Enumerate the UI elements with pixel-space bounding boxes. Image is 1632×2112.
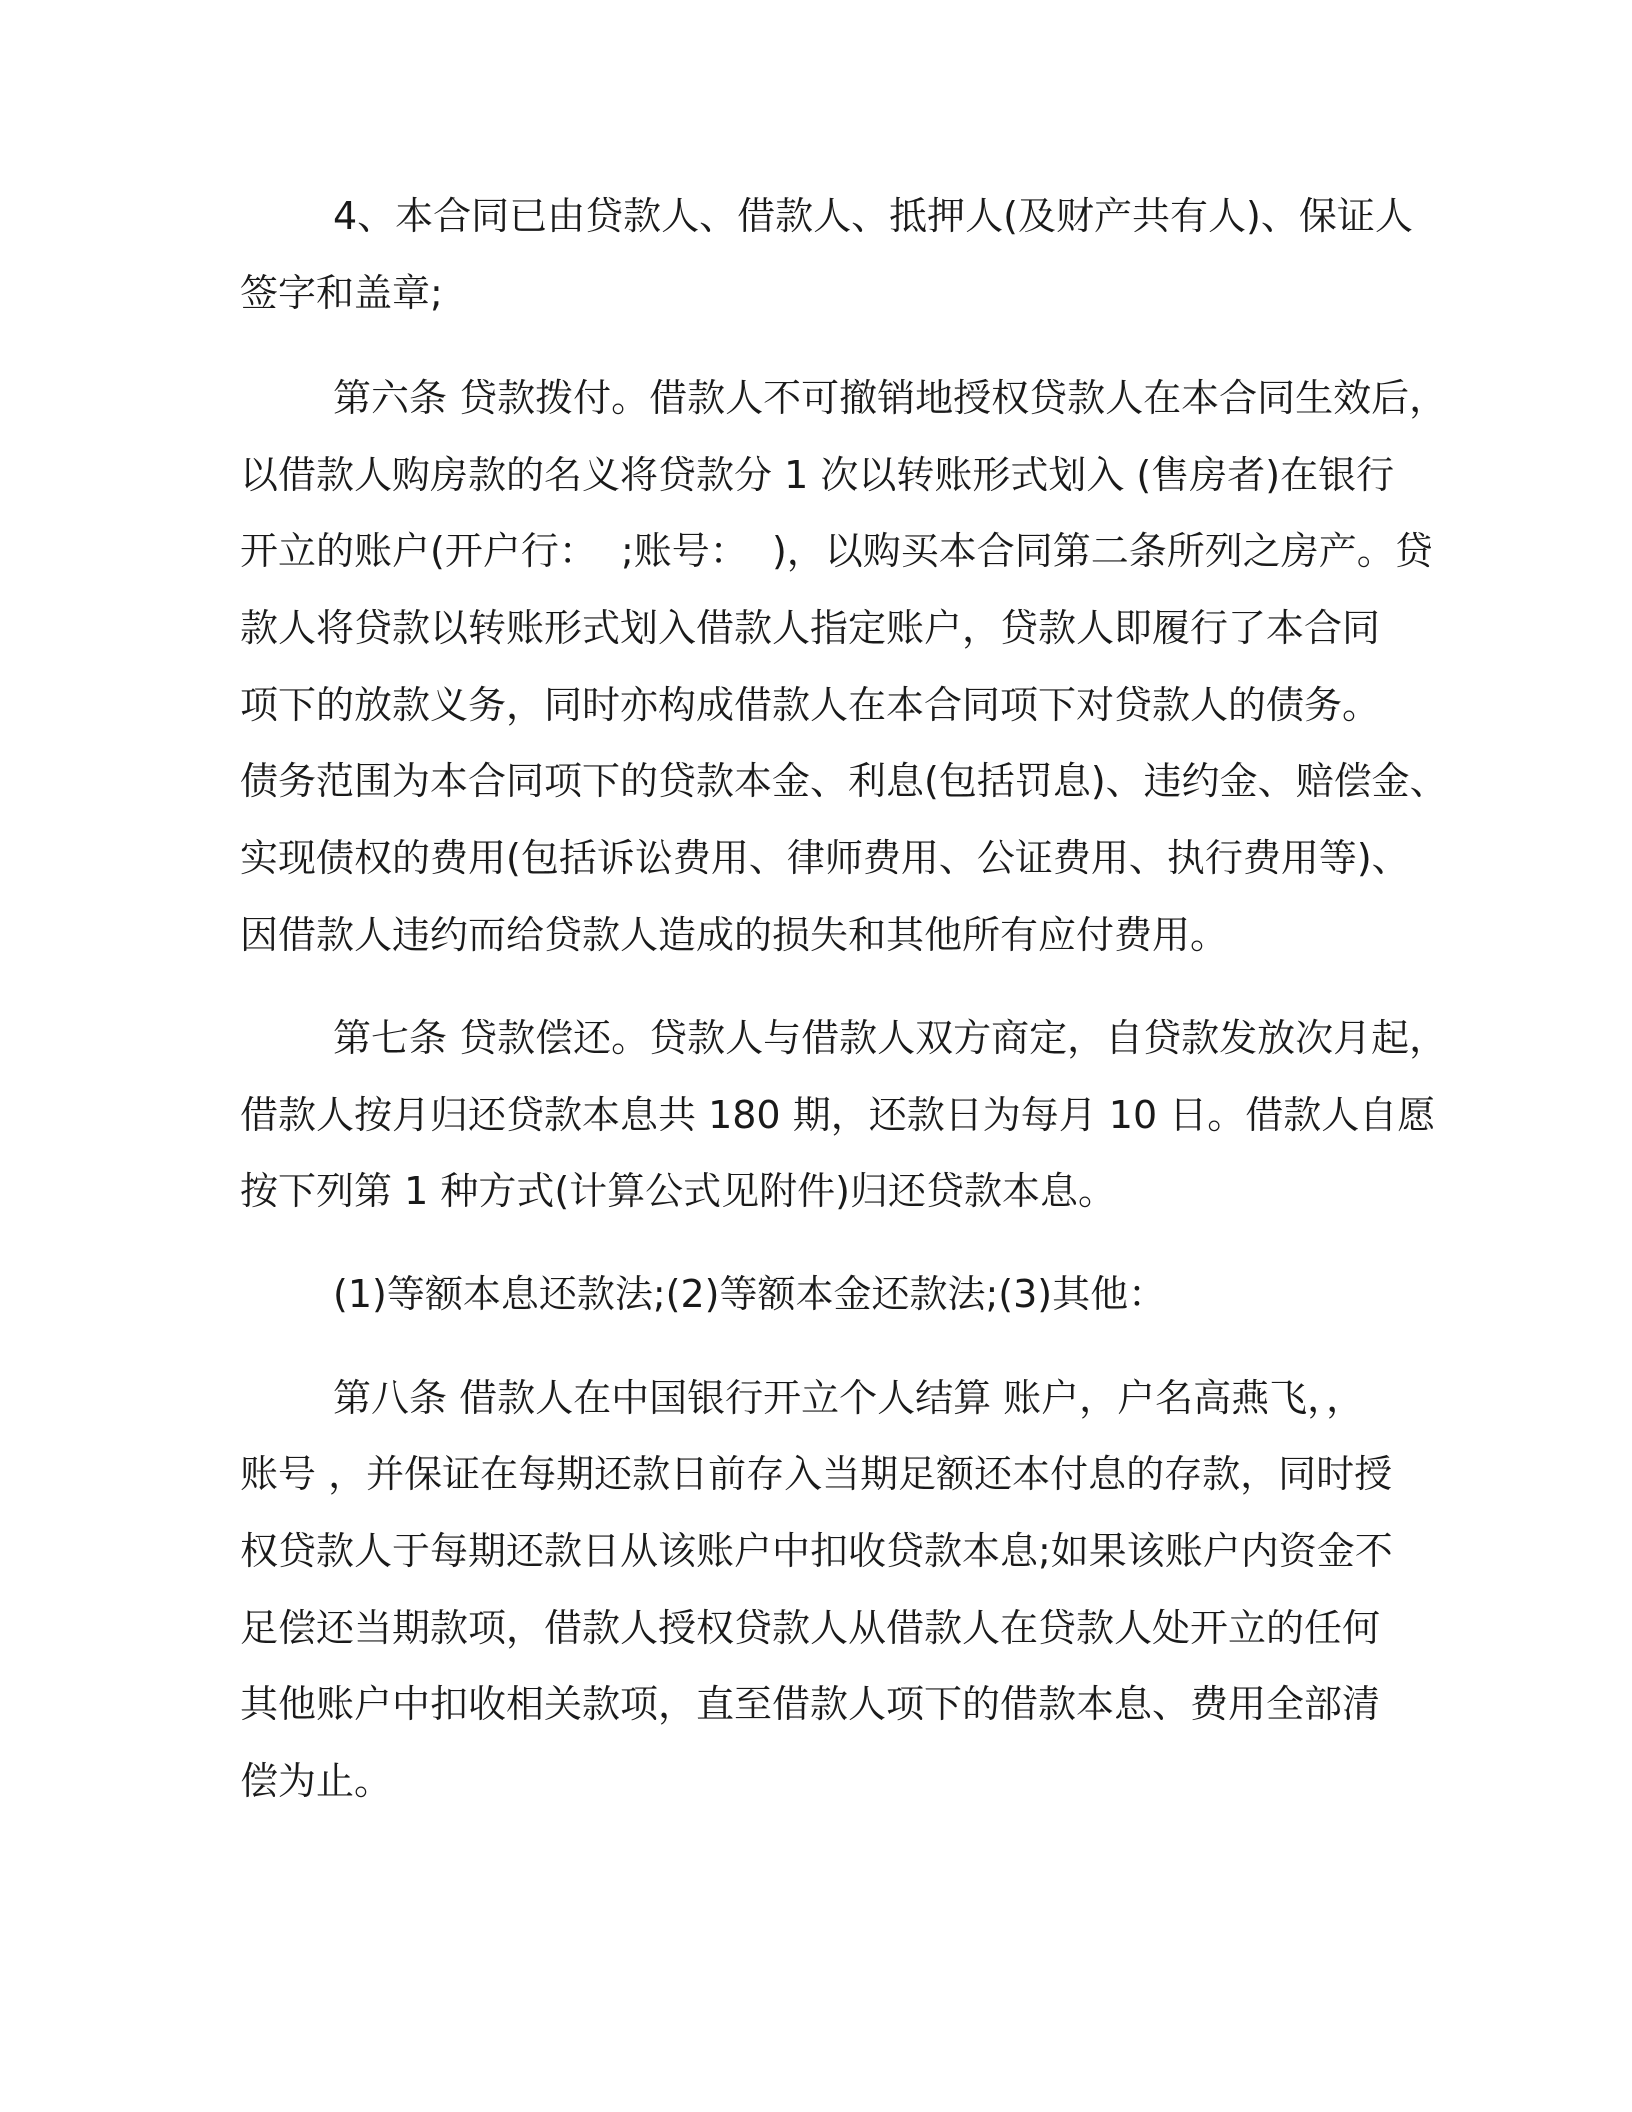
- clause-4-line-1: 4、本合同已由贷款人、借款人、抵押人(及财产共有人)、保证人: [333, 194, 1413, 238]
- article-6-line-3: 开立的账户(开户行： ;账号： )，以购买本合同第二条所列之房产。贷: [240, 529, 1433, 573]
- article-8-line-5: 其他账户中扣收相关款项，直至借款人项下的借款本息、费用全部清: [240, 1682, 1381, 1726]
- article-7-line-1: 第七条 贷款偿还。贷款人与借款人双方商定，自贷款发放次月起，: [333, 1016, 1448, 1060]
- article-8-line-4: 足偿还当期款项，借款人授权贷款人从借款人在贷款人处开立的任何: [240, 1606, 1381, 1650]
- article-8-line-3: 权贷款人于每期还款日从该账户中扣收贷款本息;如果该账户内资金不: [240, 1529, 1393, 1573]
- article-8-line-1: 第八条 借款人在中国银行开立个人结算 账户，户名高燕飞，，: [333, 1376, 1365, 1420]
- article-6-line-6: 债务范围为本合同项下的贷款本金、利息(包括罚息)、违约金、赔偿金、: [240, 759, 1448, 803]
- repayment-methods-line: (1)等额本息还款法;(2)等额本金还款法;(3)其他：: [333, 1272, 1167, 1316]
- article-8-line-2: 账号 ，并保证在每期还款日前存入当期足额还本付息的存款，同时授: [240, 1452, 1393, 1496]
- clause-4-line-2: 签字和盖章;: [240, 271, 443, 315]
- article-7-line-2: 借款人按月归还贷款本息共 180 期，还款日为每月 10 日。借款人自愿: [240, 1093, 1436, 1137]
- article-8-line-6: 偿为止。: [240, 1759, 393, 1803]
- article-6-line-2: 以借款人购房款的名义将贷款分 1 次以转账形式划入 (售房者)在银行: [240, 453, 1395, 497]
- article-6-line-4: 款人将贷款以转账形式划入借款人指定账户，贷款人即履行了本合同: [240, 606, 1381, 650]
- article-6-line-5: 项下的放款义务，同时亦构成借款人在本合同项下对贷款人的债务。: [240, 683, 1381, 727]
- article-7-line-3: 按下列第 1 种方式(计算公式见附件)归还贷款本息。: [240, 1169, 1116, 1213]
- article-6-line-8: 因借款人违约而给贷款人造成的损失和其他所有应付费用。: [240, 913, 1229, 957]
- article-6-line-1: 第六条 贷款拨付。借款人不可撤销地授权贷款人在本合同生效后，: [333, 376, 1448, 420]
- article-6-line-7: 实现债权的费用(包括诉讼费用、律师费用、公证费用、执行费用等)、: [240, 836, 1410, 880]
